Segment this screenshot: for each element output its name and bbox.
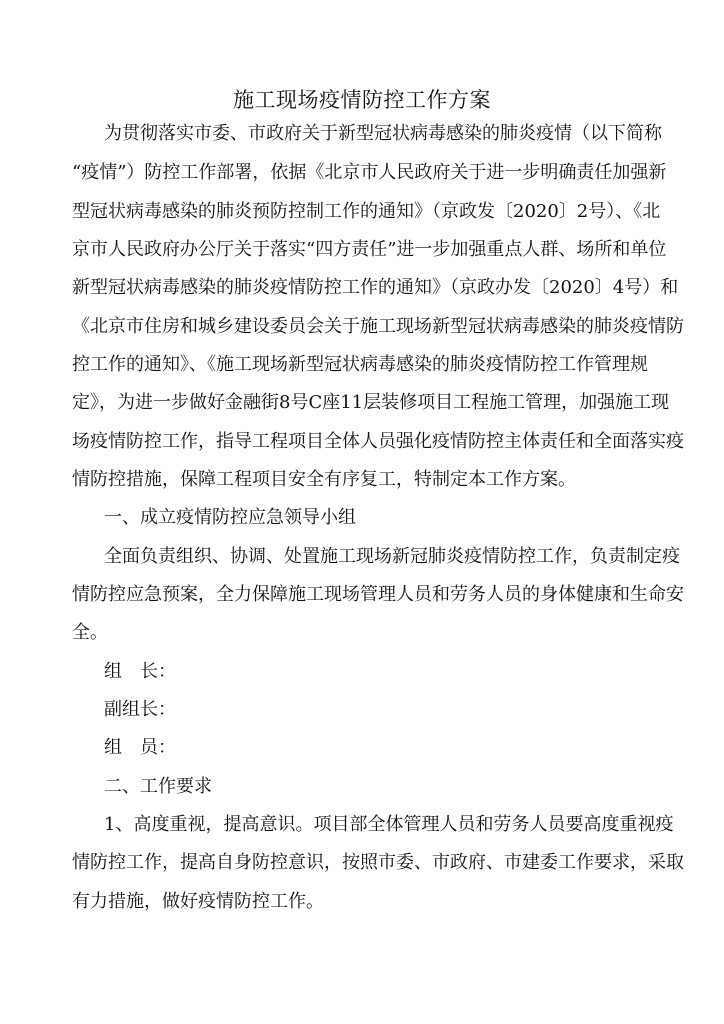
- role-deputy-leader: 副组长：: [104, 699, 176, 720]
- paragraph-line: 有力措施，做好疫情防控工作。: [72, 891, 324, 912]
- document-title: 施工现场疫情防控工作方案: [233, 88, 491, 112]
- paragraph-line: 全面负责组织、协调、处置施工现场新冠肺炎疫情防控工作，负责制定疫: [104, 546, 680, 567]
- paragraph-line: 全。: [72, 622, 108, 643]
- role-leader: 组 长：: [104, 661, 176, 682]
- paragraph-line: 情防控应急预案，全力保障施工现场管理人员和劳务人员的身体健康和生命安: [72, 584, 684, 605]
- paragraph-line: 新型冠状病毒感染的肺炎疫情防控工作的通知》（京政办发〔2020〕4号）和: [72, 277, 679, 298]
- paragraph-line: 情防控措施，保障工程项目安全有序复工，特制定本工作方案。: [72, 469, 576, 490]
- role-member: 组 员：: [104, 737, 176, 758]
- paragraph-line: 京市人民政府办公厅关于落实“四方责任”进一步加强重点人群、场所和单位: [72, 239, 667, 260]
- paragraph-line: “疫情”）防控工作部署，依据《北京市人民政府关于进一步明确责任加强新: [72, 162, 667, 183]
- section-heading: 二、工作要求: [104, 776, 212, 797]
- paragraph-line: 为贯彻落实市委、市政府关于新型冠状病毒感染的肺炎疫情（以下简称: [104, 123, 662, 144]
- paragraph-line: 情防控工作，提高自身防控意识，按照市委、市政府、市建委工作要求，采取: [72, 852, 684, 873]
- paragraph-line: 定》，为进一步做好金融街8号C座11层装修项目工程施工管理，加强施工现: [72, 392, 670, 413]
- section-heading: 一、成立疫情防控应急领导小组: [104, 507, 356, 528]
- paragraph-line: 控工作的通知》、《施工现场新型冠状病毒感染的肺炎疫情防控工作管理规: [72, 354, 648, 375]
- paragraph-line: 1、高度重视，提高意识。项目部全体管理人员和劳务人员要高度重视疫: [104, 814, 674, 835]
- paragraph-line: 型冠状病毒感染的肺炎预防控制工作的通知》（京政发〔2020〕2号）、《北: [72, 201, 661, 222]
- paragraph-line: 场疫情防控工作，指导工程项目全体人员强化疫情防控主体责任和全面落实疫: [72, 431, 684, 452]
- paragraph-line: 《北京市住房和城乡建设委员会关于施工现场新型冠状病毒感染的肺炎疫情防: [72, 316, 684, 337]
